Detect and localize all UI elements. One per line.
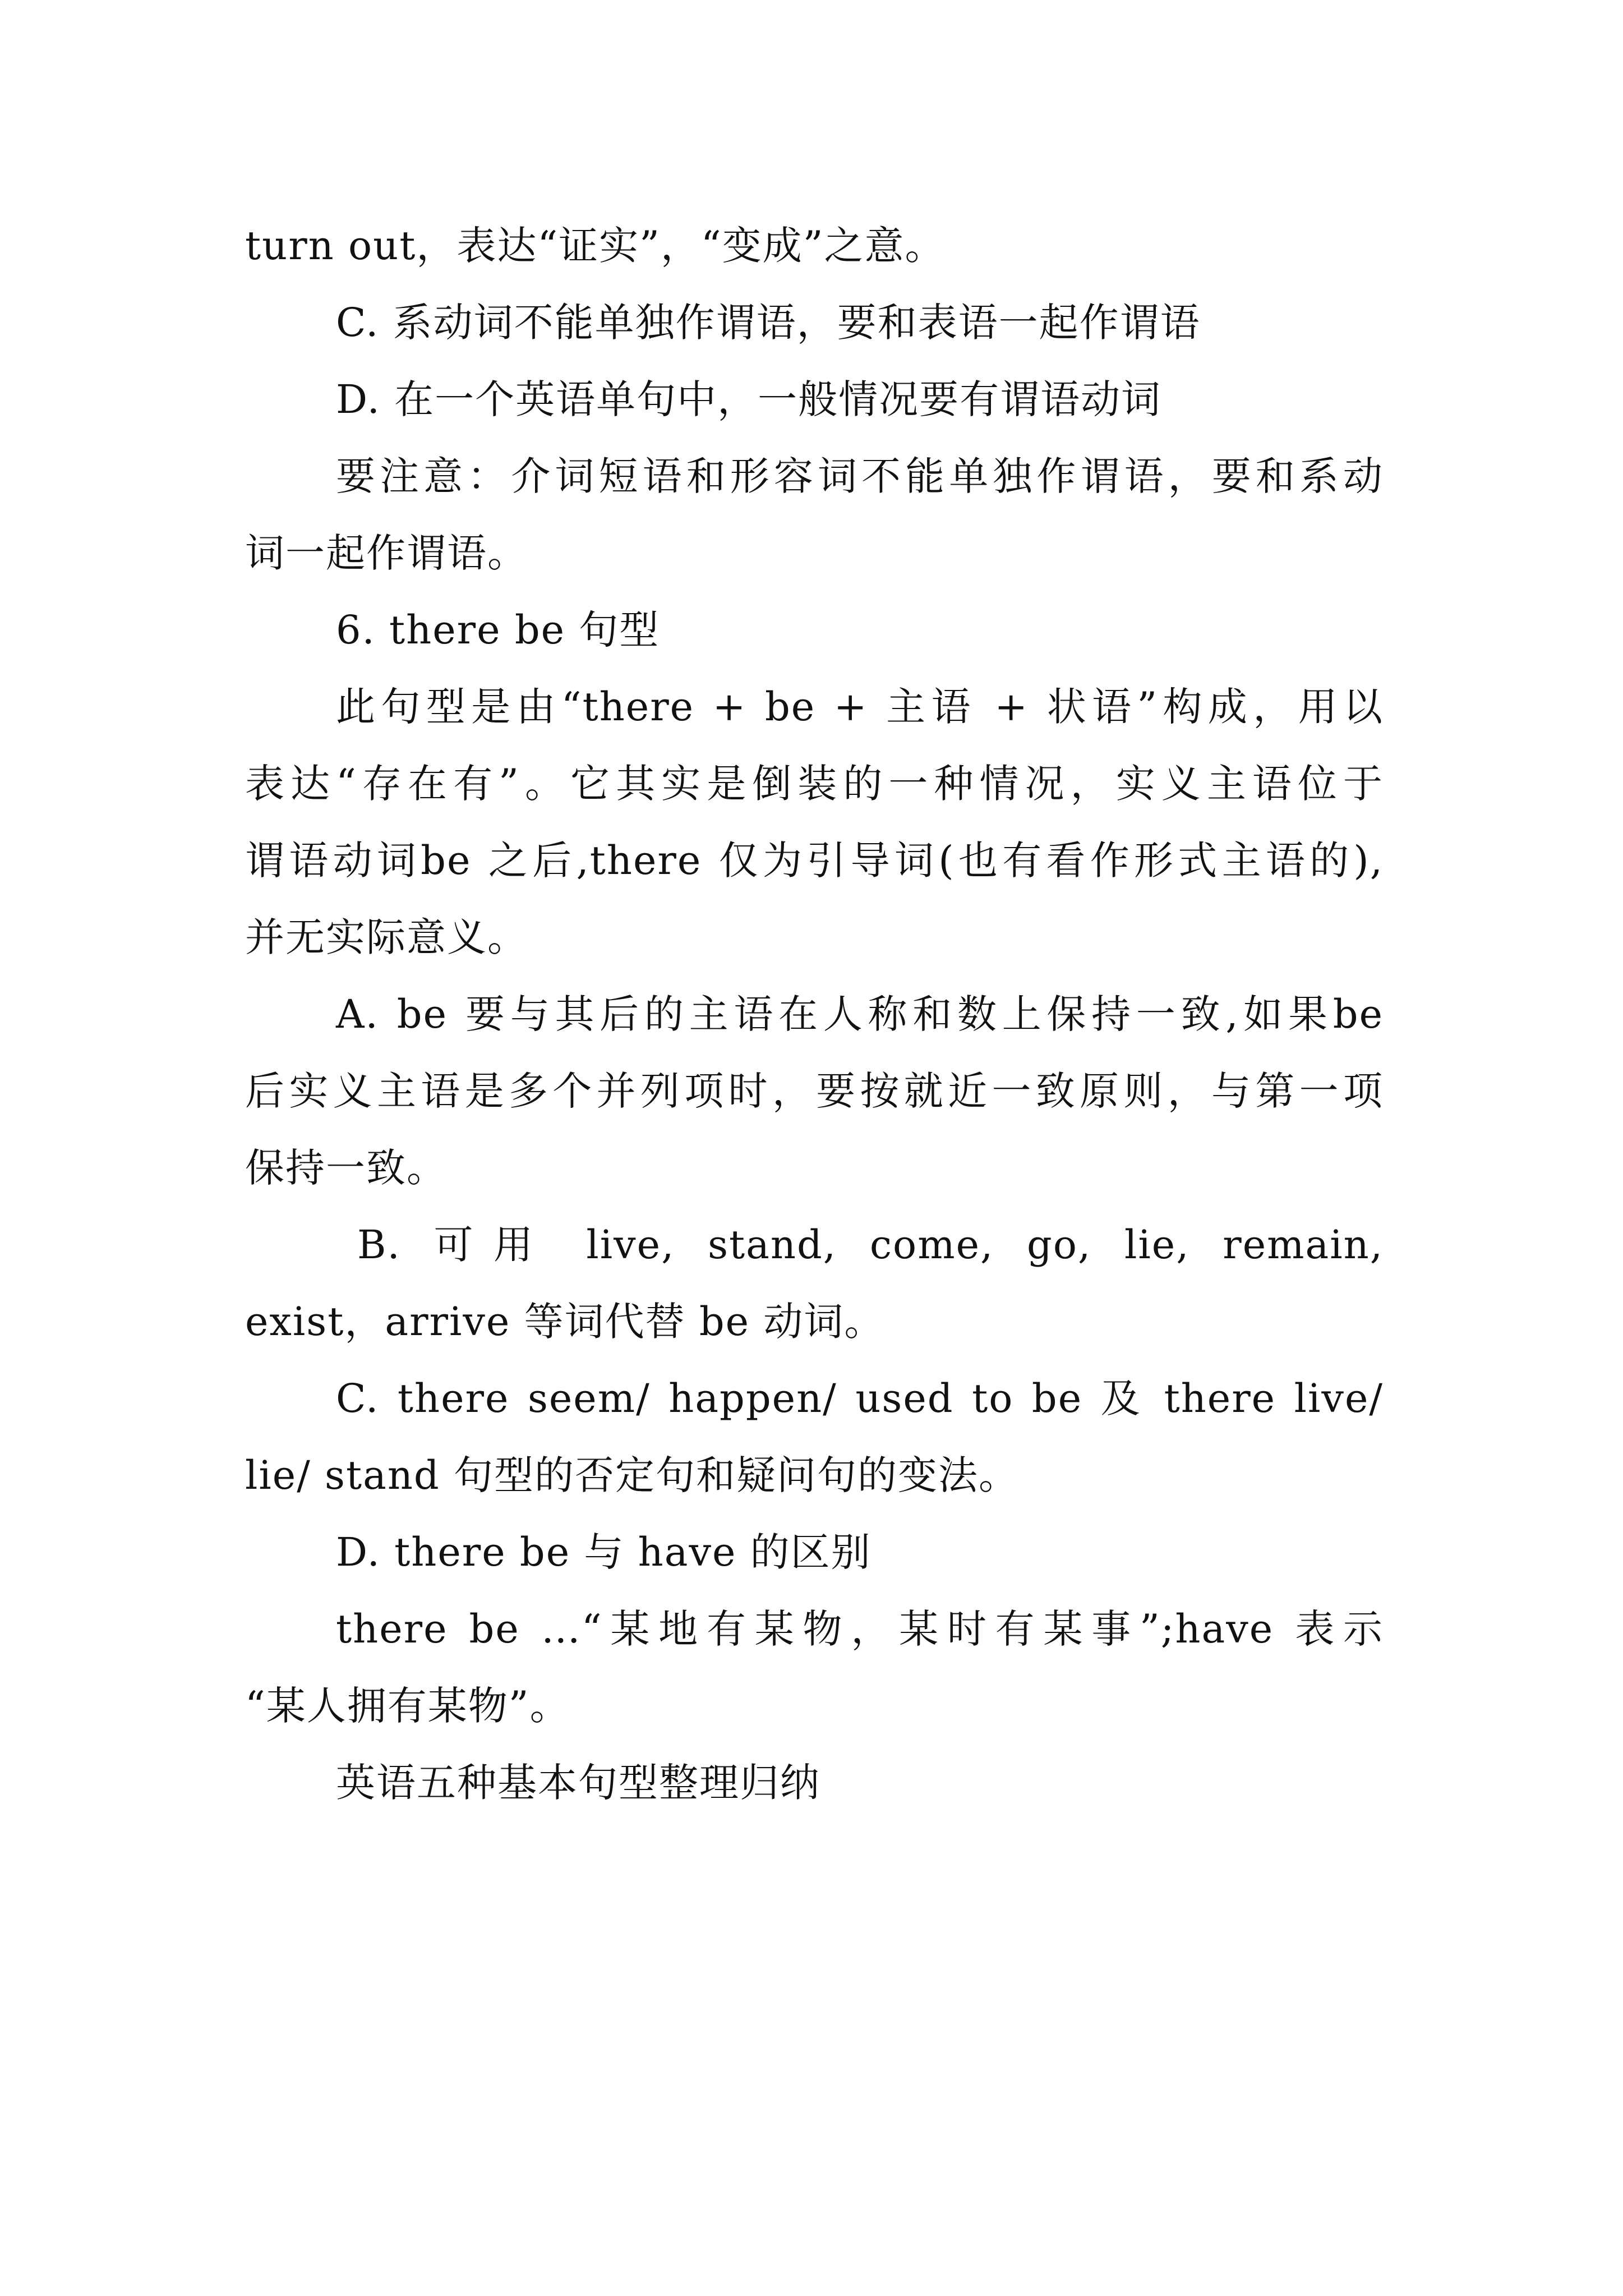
document-body: [245, 208, 1384, 1821]
paragraph-line: 此句型是由“there + be + 主语 + 状语”构成，用以: [336, 684, 1384, 730]
paragraph-line: lie/ stand 句型的否定句和疑问句的变法。: [245, 1452, 1019, 1498]
paragraph-line: 并无实际意义。: [245, 914, 528, 960]
paragraph-line: 后实义主语是多个并列项时，要按就近一致原则，与第一项: [245, 1068, 1384, 1114]
paragraph-line: exist，arrive 等词代替 be 动词。: [245, 1299, 885, 1345]
paragraph-line: there be …“某地有某物，某时有某事”;have 表示: [336, 1606, 1384, 1652]
paragraph-line: C. 系动词不能单独作谓语，要和表语一起作谓语: [336, 300, 1201, 346]
paragraph-line: 表达“存在有”。它其实是倒装的一种情况，实义主语位于: [245, 761, 1384, 807]
section-heading: 6. there be 句型: [336, 607, 660, 653]
paragraph-line: D. there be 与 have 的区别: [336, 1529, 872, 1575]
paragraph-line: turn out，表达“证实”，“变成”之意。: [245, 223, 946, 269]
paragraph-line: 保持一致。: [245, 1145, 447, 1191]
section-heading: 英语五种基本句型整理归纳: [336, 1760, 820, 1806]
paragraph-line: B. 可用 live, stand, come, go, lie, remain,: [357, 1222, 1384, 1268]
paragraph-line: A. be 要与其后的主语在人称和数上保持一致,如果be: [336, 991, 1384, 1037]
paragraph-line: 要注意：介词短语和形容词不能单独作谓语，要和系动: [336, 453, 1384, 499]
paragraph-line: 谓语动词be 之后,there 仅为引导词(也有看作形式主语的),: [245, 838, 1384, 884]
paragraph-line: “某人拥有某物”。: [245, 1683, 570, 1729]
paragraph-line: C. there seem/ happen/ used to be 及 there live/: [336, 1375, 1384, 1421]
paragraph-line: D. 在一个英语单句中，一般情况要有谓语动词: [336, 376, 1162, 422]
paragraph-line: 词一起作谓语。: [245, 530, 528, 576]
